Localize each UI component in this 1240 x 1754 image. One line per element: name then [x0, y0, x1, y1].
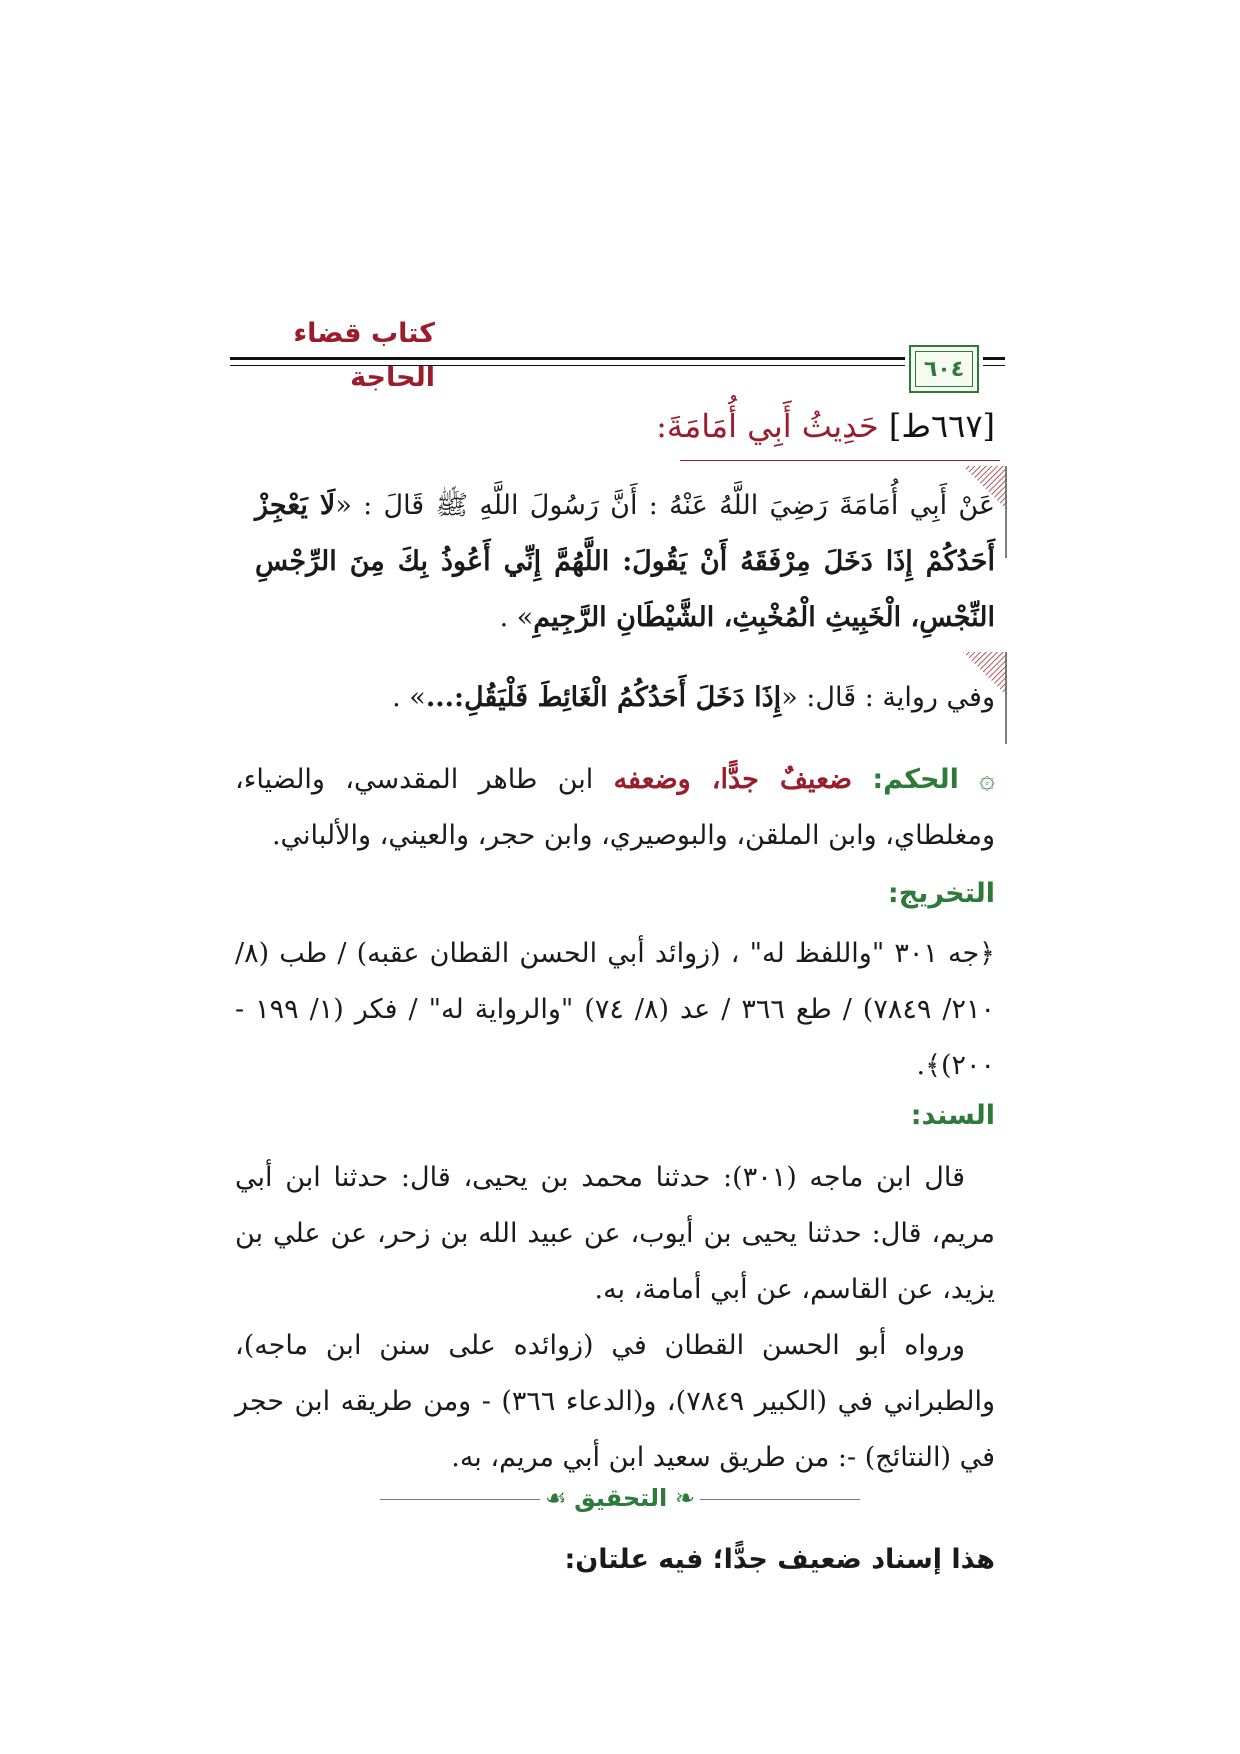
page-number: ٦٠٤: [923, 356, 965, 382]
matn-bold: لَا يَعْجِزْ أَحَدُكُمْ إِذَا دَخَلَ مِرْفَقَهُ أَنْ يَقُولَ: اللَّهُمَّ إِنِّي أَعُوذُ بِكَ مِنَ الرِّجْسِ النِّجْسِ، الْخَبِيثِ الْمُخْبِثِ، الشَّيْطَانِ الرَّجِيمِ: [255, 490, 995, 633]
header-rule-left-bottom: [230, 365, 905, 366]
riwaya-end: » .: [392, 682, 426, 713]
hukm-label: الحكم:: [872, 764, 959, 795]
header-rule-right-bottom: [983, 365, 1005, 366]
hadith-number: [٦٦٧ط]: [888, 407, 995, 445]
riwaya-line: [255, 670, 995, 726]
matn-end: » .: [499, 602, 534, 633]
hadith-title: حَدِيثُ أَبِي أُمَامَةَ:: [656, 407, 879, 445]
header-rule-right-top: [983, 357, 1005, 360]
page-number-frame: [909, 345, 979, 393]
header-rule-left-top: [230, 357, 905, 360]
takhrij-heading: [235, 866, 995, 922]
hukm-text: ابن طاهر المقدسي، والضياء، ومغلطاي، وابن الملقن، والبوصيري، وابن حجر، والعيني، والألباني.: [235, 764, 995, 851]
sanad-label: السند:: [910, 1100, 995, 1131]
riwaya-intro: وفي رواية : قَال: «: [781, 682, 995, 713]
matn-intro: عَنْ أَبِي أُمَامَةَ رَضِيَ اللَّهُ عَنْهُ : أَنَّ رَسُولَ اللَّهِ ﷺ قَالَ : «: [335, 490, 995, 521]
sanad-paragraph-2: ورواه أبو الحسن القطان في (زوائده على سنن ابن ماجه)، والطبراني في (الكبير ٧٨٤٩)، و(الدعاء ٣٦٦) - ومن طريقه ابن حجر في (النتائج) -: من طريق سعيد ابن أبي مريم، به.: [235, 1330, 995, 1473]
tahqiq-rule-right: [700, 1499, 860, 1500]
flower-icon: ۞: [979, 764, 995, 795]
takhrij-text: ﴿جه ٣٠١ "واللفظ له" ، (زوائد أبي الحسن القطان عقبه) / طب (٨/ ٢١٠/ ٧٨٤٩) / طع ٣٦٦ / عد (٨/ ٧٤) "والرواية له" / فكر (١/ ١٩٩ - ٢٠٠)﴾.: [235, 938, 995, 1081]
tahqiq-separator: [540, 1476, 700, 1520]
tahqiq-statement: هذا إسناد ضعيف جدًّا؛ فيه علتان:: [564, 1544, 995, 1575]
sanad-paragraph-1: قال ابن ماجه (٣٠١): حدثنا محمد بن يحيى، قال: حدثنا ابن أبي مريم، قال: حدثنا يحيى بن أيوب، عن عبيد الله بن زحر، عن علي بن يزيد، عن القاسم، عن أبي أمامة، به.: [235, 1162, 995, 1305]
tahqiq-first-line: [235, 1532, 995, 1588]
heading-divider: [680, 460, 1000, 461]
hukm-paragraph: [235, 752, 995, 864]
hadith-heading: [195, 398, 995, 454]
sanad-heading: [235, 1088, 995, 1144]
takhrij-label: التخريج:: [887, 878, 995, 909]
ornament-icon: ☙: [545, 1484, 567, 1512]
ornament-icon: ❧: [674, 1484, 695, 1512]
book-title: كتاب قضاء الحاجة: [293, 318, 435, 393]
hukm-verdict: ضعيفٌ جدًّا، وضعفه: [613, 764, 853, 795]
hadith-matn: [255, 478, 995, 646]
tahqiq-label: التحقيق: [574, 1484, 668, 1512]
riwaya-bold: إِذَا دَخَلَ أَحَدُكُمُ الْغَائِطَ فَلْيَقُلِ:...: [425, 682, 782, 713]
tahqiq-rule-left: [380, 1499, 540, 1500]
